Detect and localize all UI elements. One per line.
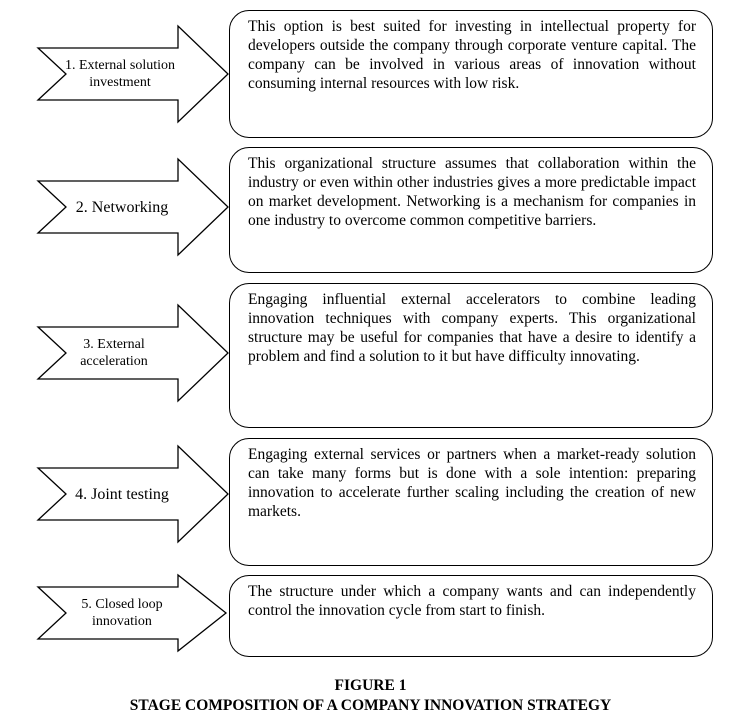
stage-label-5 — [64, 587, 180, 639]
stage-label-2 — [66, 181, 178, 233]
stage-label-3-line-2: acceleration — [80, 354, 148, 369]
figure-title: STAGE COMPOSITION OF A COMPANY INNOVATION STRATEGY — [129, 697, 612, 714]
stage-label-5-line-2: innovation — [92, 614, 152, 629]
stage-row-3 — [0, 283, 741, 428]
stage-label-5-line-1: 5. Closed loop — [81, 597, 163, 612]
stage-description-4: Engaging external services or partners when a market-ready solution can take many forms but is done with a sole intention: preparing innovation to accelerate further scaling including the creation of new markets. — [248, 446, 696, 520]
stage-description-box-2 — [229, 147, 713, 273]
stage-label-4-line-1: 4. Joint testing — [75, 485, 169, 503]
stage-label-2-line-1: 2. Networking — [75, 198, 169, 216]
stage-label-3-line-1: 3. External — [83, 337, 145, 352]
stage-row-2 — [0, 147, 741, 273]
stage-description-box-4 — [229, 438, 713, 566]
stage-description-box-1 — [229, 10, 713, 138]
stage-label-3 — [60, 327, 168, 379]
stage-description-2: This organizational structure assumes that collaboration within the industry or even within other industries gives a more predictable impact on market development. Networking is a mechanism for companies in one industry to overcome common competitive barriers. — [248, 155, 696, 229]
stage-row-1 — [0, 10, 741, 138]
stage-label-1 — [62, 48, 178, 100]
stage-description-box-5 — [229, 575, 713, 657]
stage-description-3: Engaging influential external accelerators to combine leading innovation techniques with company experts. This organizational structure may be useful for companies that have a desire to identify a problem and find a solution to it but have difficulty innovating. — [248, 291, 696, 365]
stage-row-5 — [0, 575, 741, 657]
stage-row-4 — [0, 438, 741, 566]
figure-number: FIGURE 1 — [334, 677, 407, 694]
stage-description-1: This option is best suited for investing in intellectual property for developers outside the company through corporate venture capital. The company can be involved in various areas of innovation without consuming internal resources with low risk. — [248, 18, 696, 92]
stage-description-box-3 — [229, 283, 713, 428]
stage-label-4 — [64, 468, 180, 520]
stage-description-5: The structure under which a company wants and can independently control the innovation cycle from start to finish. — [248, 583, 696, 619]
stage-label-1-line-1: 1. External solution — [64, 58, 176, 73]
stage-label-1-line-2: investment — [89, 75, 151, 90]
